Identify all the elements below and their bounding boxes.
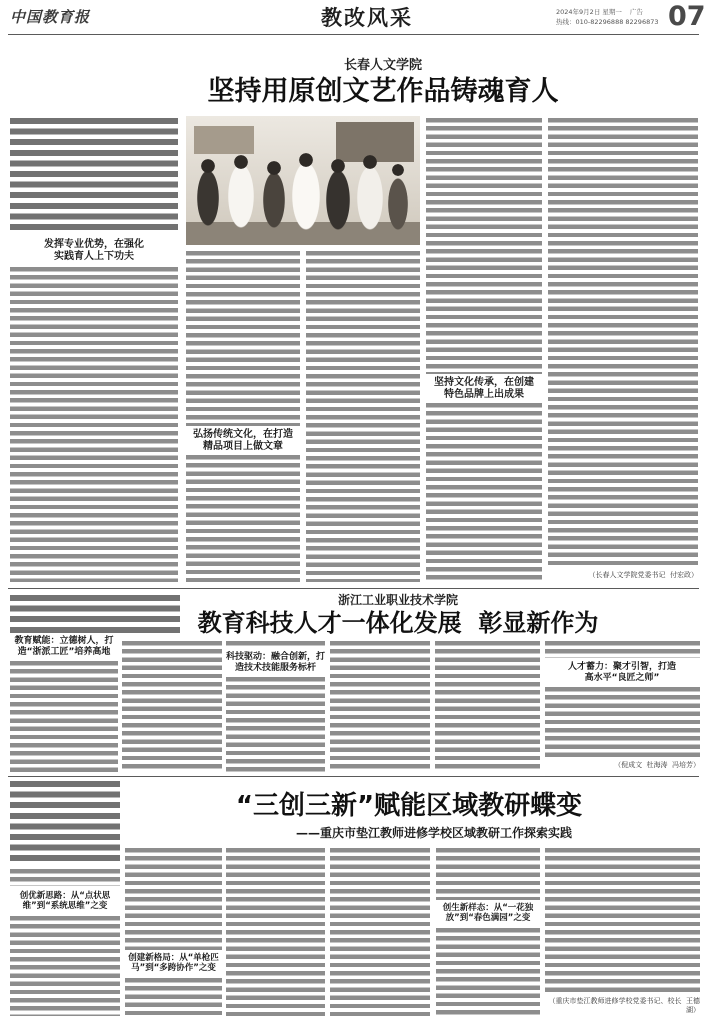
- article-org: 长春人文学院: [343, 58, 422, 73]
- article-text-column: [545, 848, 700, 994]
- page-number: 07: [668, 1, 706, 32]
- article-headline: “三创三新”赋能区域教研蝶变: [235, 791, 583, 821]
- article-text-column: [306, 251, 420, 582]
- article-text-column: [226, 848, 325, 1016]
- section-divider: [8, 776, 699, 777]
- section-title: 教改风采: [321, 6, 413, 30]
- article-org: 浙江工业职业技术学院: [337, 593, 458, 607]
- article-lead-paragraph: [10, 781, 120, 865]
- article-byline: （长春人文学院党委书记 付宏政）: [588, 571, 698, 579]
- article-text-column: [545, 641, 700, 658]
- article-subhead: 科技驱动：融合创新，打造技术技能服务标杆: [226, 652, 326, 673]
- issue-date: 2024年9月2日 星期一: [556, 8, 622, 16]
- article-text-column: [186, 251, 300, 426]
- article-text-column: [436, 928, 540, 1016]
- header-rule: [8, 34, 699, 35]
- issue-date-line: [556, 8, 643, 16]
- ad-hotline: 热线：010-82296888 82296873: [556, 18, 659, 26]
- article-text-column: [548, 118, 698, 568]
- article-text-column: [435, 641, 540, 772]
- page-category: 广告: [629, 8, 643, 16]
- article-text-column: [330, 848, 430, 1016]
- article-subhead: 创建新格局：从“单枪匹马”到“多跨协作”之变: [128, 953, 219, 973]
- article-subhead: 发挥专业优势，在强化实践育人上下功夫: [44, 239, 144, 262]
- article-text-column: [10, 267, 178, 582]
- article-lead-paragraph: [10, 118, 178, 234]
- article-text-column: [122, 641, 222, 772]
- article-subtitle: ——重庆市垫江教师进修学校区域教研工作探索实践: [296, 826, 573, 840]
- article-text-column: [125, 978, 222, 1016]
- article-text-column: [10, 661, 118, 772]
- article-text-column: [10, 916, 120, 1016]
- article-subhead: 人才蓄力：聚才引智，打造高水平“良匠之师”: [567, 662, 676, 683]
- article-subhead: 坚持文化传承，在创建特色品牌上出成果: [434, 377, 534, 400]
- article-byline: （重庆市垫江教师进修学校党委书记、校长 王德湖）: [548, 997, 700, 1014]
- article-subhead: 创生新样态：从“一花独放”到“春色满园”之变: [442, 903, 534, 923]
- article-headline: 坚持用原创文艺作品铸魂育人: [207, 76, 559, 107]
- article-text-column: [125, 848, 222, 950]
- stage-performance-photo: [186, 116, 420, 245]
- article-text-column: [436, 848, 540, 900]
- article-text-column: [186, 455, 300, 582]
- article-text-column: [226, 677, 325, 772]
- article-byline: （倪成文 杜海涛 冯培芳）: [614, 761, 700, 769]
- article-subhead: 教育赋能：立德树人，打造“浙派工匠”培养高地: [14, 636, 114, 657]
- article-subhead: 创优新思路：从“点状思维”到“系统思维”之变: [19, 891, 111, 911]
- masthead-logo: 中国教育报: [10, 8, 91, 26]
- article-lead-paragraph: [10, 595, 180, 633]
- article-text-column: [226, 641, 325, 649]
- article-text-column: [10, 869, 120, 886]
- article-subhead: 弘扬传统文化，在打造精品项目上做文章: [193, 429, 293, 452]
- article-text-column: [330, 641, 430, 772]
- article-text-column: [545, 687, 700, 758]
- article-text-column: [426, 403, 542, 582]
- article-text-column: [426, 118, 542, 374]
- article-headline: 教育科技人才一体化发展 彰显新作为: [197, 609, 599, 637]
- section-divider: [8, 588, 699, 589]
